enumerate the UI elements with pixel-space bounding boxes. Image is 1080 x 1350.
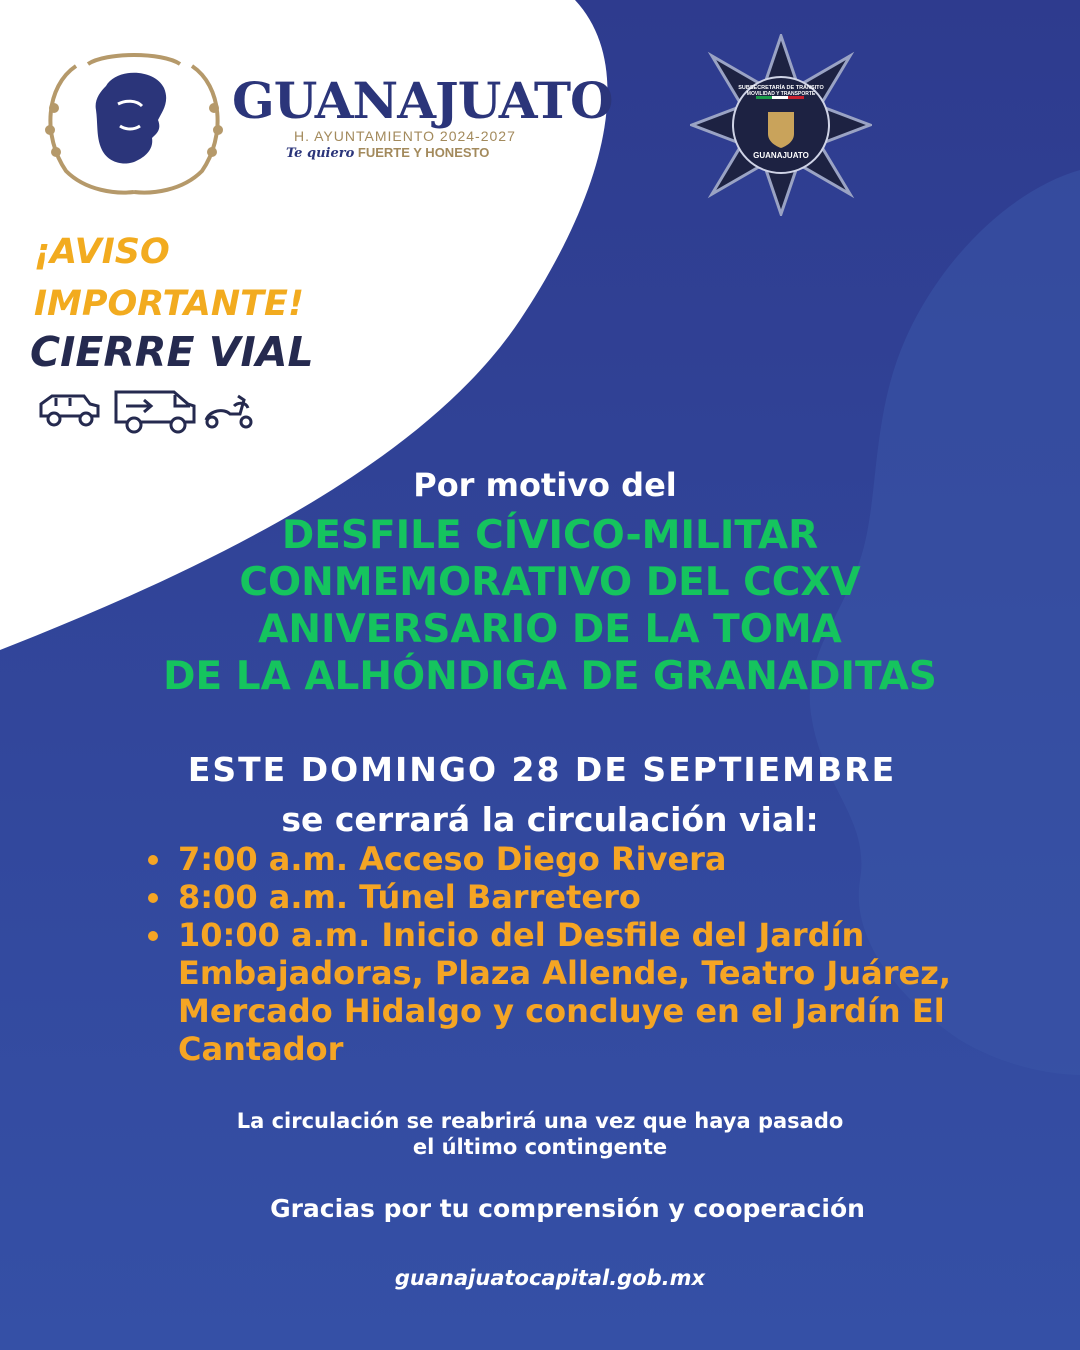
reopen-line-1: La circulación se reabrirá una vez que haya pasado xyxy=(236,1109,844,1133)
schedule-item xyxy=(146,878,1006,916)
transit-police-star-badge-icon xyxy=(690,34,872,216)
truck-icon xyxy=(116,392,194,432)
badge-bottom-text: GUANAJUATO xyxy=(753,151,809,160)
schedule-item-text: 7:00 a.m. Acceso Diego Rivera xyxy=(178,840,727,878)
badge-middle-text: MOVILIDAD Y TRANSPORTE xyxy=(746,91,816,97)
schedule-item xyxy=(146,840,1006,878)
event-title-line: ANIVERSARIO DE LA TOMA xyxy=(258,607,842,652)
guanajuato-emblem-icon xyxy=(36,46,232,196)
event-title-line: DE LA ALHÓNDIGA DE GRANADITAS xyxy=(163,654,937,699)
aviso-line-1: ¡AVISO xyxy=(34,232,170,272)
brand-slogan xyxy=(232,145,522,161)
aviso-importante-heading xyxy=(34,226,394,330)
slogan-script: Te quiero xyxy=(286,146,355,161)
bullet-icon xyxy=(148,855,158,865)
event-title-line: DESFILE CÍVICO-MILITAR xyxy=(281,513,819,558)
suv-icon xyxy=(41,396,98,425)
bullet-icon xyxy=(148,893,158,903)
event-title-line: CONMEMORATIVO DEL CCXV xyxy=(239,560,861,605)
slogan-bold: FUERTE Y HONESTO xyxy=(357,145,490,160)
brand-name: GUANAJUATO xyxy=(232,71,613,130)
schedule-item xyxy=(146,916,1006,1068)
cierre-vial-heading: CIERRE VIAL xyxy=(30,328,314,376)
vehicle-icons xyxy=(38,386,258,436)
closure-schedule-list xyxy=(146,840,1006,1068)
brand-block xyxy=(232,71,613,161)
aviso-line-2: IMPORTANTE! xyxy=(34,284,304,324)
closure-intro: se cerrará la circulación vial: xyxy=(281,800,819,839)
intro-text: Por motivo del xyxy=(413,466,677,504)
badge-top-text: SUBSECRETARÍA DE TRÁNSITO xyxy=(738,85,824,91)
event-title xyxy=(0,512,1080,700)
schedule-item-text: 10:00 a.m. Inicio del Desfile del Jardín Embajadoras, Plaza Allende, Teatro Juárez, Mercado Hidalgo y concluye en el Jardín El Cantador xyxy=(178,916,951,1068)
reopen-notice xyxy=(0,1108,1080,1160)
website-link[interactable]: guanajuatocapital.gob.mx xyxy=(394,1266,706,1290)
scooter-icon xyxy=(206,396,251,427)
bullet-icon xyxy=(148,931,158,941)
reopen-line-2: el último contingente xyxy=(412,1135,668,1159)
schedule-item-text: 8:00 a.m. Túnel Barretero xyxy=(178,878,641,916)
event-date: ESTE DOMINGO 28 DE SEPTIEMBRE xyxy=(187,750,897,789)
thanks-text: Gracias por tu comprensión y cooperación xyxy=(270,1194,865,1223)
brand-subtitle: H. AYUNTAMIENTO 2024-2027 xyxy=(294,128,516,144)
